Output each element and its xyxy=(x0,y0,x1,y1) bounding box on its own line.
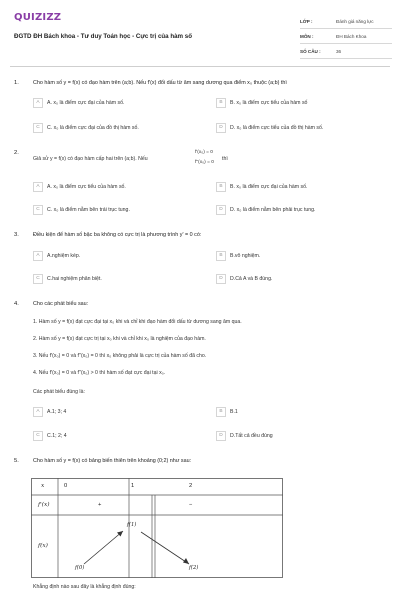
option-d[interactable] xyxy=(216,273,272,284)
condition-first-derivative: f'(x₀) = 0 xyxy=(195,150,213,155)
document-title: ĐGTD ĐH Bách khoa - Tư duy Toán học - Cực trị của hàm số xyxy=(14,33,192,40)
option-text: A. x₀ là điểm cực tiểu của hàm số. xyxy=(47,183,126,190)
option-letter: B xyxy=(216,251,226,261)
sign-positive: + xyxy=(98,502,102,508)
meta-row-class xyxy=(300,14,392,29)
option-text: B. x₀ là điểm cực tiểu của hàm số xyxy=(230,99,308,106)
x-value-0: 0 xyxy=(64,483,68,489)
meta-row-count xyxy=(300,44,392,59)
question-text: Cho hàm số y = f(x) có đạo hàm trên (a;b). Nếu f'(x) đổi dấu từ âm sang dương qua điểm x₀ thuộc (a;b) thì xyxy=(33,80,287,86)
option-b[interactable] xyxy=(216,250,260,261)
question-prompt: Khẳng định nào sau đây là khẳng định đúng: xyxy=(33,584,136,590)
meta-value: ĐH Bách Khoa xyxy=(336,33,367,39)
meta-info xyxy=(300,14,392,59)
option-letter: D xyxy=(216,274,226,284)
option-text: D. x₀ là điểm cực tiểu của đồ thị hàm số. xyxy=(230,124,324,131)
value-f0: f(0) xyxy=(75,565,85,571)
option-a[interactable] xyxy=(33,97,124,108)
option-text: D.Tất cả đều đúng xyxy=(230,432,273,439)
statement-1: 1. Hàm số y = f(x) đạt cực đại tại x₀ khi và chỉ khi đạo hàm đổi dấu từ dương sang âm qua. xyxy=(33,319,242,325)
sign-negative: − xyxy=(189,502,193,508)
option-letter: C xyxy=(33,274,43,284)
value-f2: f(2) xyxy=(189,565,199,571)
question-then: thì xyxy=(222,156,228,162)
option-letter: B xyxy=(216,407,226,417)
meta-label: LỚP : xyxy=(300,18,313,24)
meta-label: MÔN : xyxy=(300,33,314,39)
option-d[interactable] xyxy=(216,430,273,441)
option-text: A.nghiệm kép. xyxy=(47,252,81,259)
meta-label: SỐ CÂU : xyxy=(300,48,321,54)
quizizz-logo: QUIZIZZ xyxy=(14,12,62,23)
option-c[interactable] xyxy=(33,122,139,133)
option-letter: A xyxy=(33,182,43,192)
option-c[interactable] xyxy=(33,430,67,441)
row-label-derivative: f'(x) xyxy=(38,502,50,508)
question-number: 1. xyxy=(14,80,19,86)
option-b[interactable] xyxy=(216,97,307,108)
option-letter: B xyxy=(216,182,226,192)
question-text: Cho hàm số y = f(x) có bảng biến thiên trên khoảng (0;2) như sau: xyxy=(33,458,192,464)
x-value-2: 2 xyxy=(189,483,193,489)
option-text: C. x₀ là điểm cực đại của đồ thị hàm số. xyxy=(47,124,139,131)
question-number: 4. xyxy=(14,301,19,307)
option-text: C. x₀ là điểm nằm bên trái trục tung. xyxy=(47,206,130,213)
option-d[interactable] xyxy=(216,204,316,215)
option-letter: D xyxy=(216,123,226,133)
question-text: Giả sử y = f(x) có đạo hàm cấp hai trên (a;b). Nếu xyxy=(33,156,148,162)
option-text: C.hai nghiệm phân biệt. xyxy=(47,275,102,282)
document-header xyxy=(0,0,400,66)
option-d[interactable] xyxy=(216,122,323,133)
option-text: D. x₀ là điểm nằm bên phải trục tung. xyxy=(230,206,316,213)
meta-value: Đánh giá năng lực xyxy=(336,18,374,24)
option-text: A.1; 3; 4 xyxy=(47,408,67,415)
option-letter: C xyxy=(33,123,43,133)
statement-4: 4. Nếu f'(x₀) = 0 và f''(x₀) > 0 thì hàm số đạt cực đại tại x₀. xyxy=(33,370,166,376)
option-b[interactable] xyxy=(216,181,307,192)
option-letter: C xyxy=(33,205,43,215)
meta-row-subject xyxy=(300,29,392,44)
question-number: 5. xyxy=(14,458,19,464)
option-text: C.1; 2; 4 xyxy=(47,432,67,439)
option-text: B.vô nghiệm. xyxy=(230,252,261,259)
option-letter: A xyxy=(33,407,43,417)
variation-table-grid xyxy=(31,478,283,578)
option-text: B.1 xyxy=(230,408,238,415)
value-f1: f(1) xyxy=(127,522,137,528)
option-letter: A xyxy=(33,251,43,261)
option-letter: C xyxy=(33,431,43,441)
header-divider xyxy=(10,66,390,67)
option-text: D.Cả A và B đúng. xyxy=(230,275,273,282)
option-text: B. x₀ là điểm cực đại của hàm số. xyxy=(230,183,308,190)
row-label-x: x xyxy=(41,483,45,489)
option-b[interactable] xyxy=(216,406,238,417)
meta-value: 36 xyxy=(336,48,342,54)
question-text: Cho các phát biểu sau: xyxy=(33,301,89,307)
condition-second-derivative: f''(x₀) = 0 xyxy=(195,160,214,165)
option-a[interactable] xyxy=(33,181,126,192)
option-letter: D xyxy=(216,431,226,441)
row-label-function: f(x) xyxy=(38,543,48,549)
option-a[interactable] xyxy=(33,250,80,261)
option-c[interactable] xyxy=(33,273,102,284)
question-text: Điều kiện để hàm số bậc ba không có cực trị là phương trình y' = 0 có: xyxy=(33,232,202,238)
option-text: A. x₀ là điểm cực đại của hàm số. xyxy=(47,99,125,106)
variation-table xyxy=(31,478,283,578)
question-prompt: Các phát biểu đúng là: xyxy=(33,389,85,395)
statement-3: 3. Nếu f'(x₀) = 0 và f''(x₀) = 0 thì x₀ không phải là cực trị của hàm số đã cho. xyxy=(33,353,207,359)
x-value-1: 1 xyxy=(131,483,135,489)
statement-2: 2. Hàm số y = f(x) đạt cực trị tại x₀ khi và chỉ khi x₀ là nghiệm của đạo hàm. xyxy=(33,336,206,342)
option-a[interactable] xyxy=(33,406,66,417)
question-number: 3. xyxy=(14,232,19,238)
question-number: 2. xyxy=(14,150,19,156)
option-letter: D xyxy=(216,205,226,215)
option-c[interactable] xyxy=(33,204,130,215)
option-letter: B xyxy=(216,98,226,108)
option-letter: A xyxy=(33,98,43,108)
